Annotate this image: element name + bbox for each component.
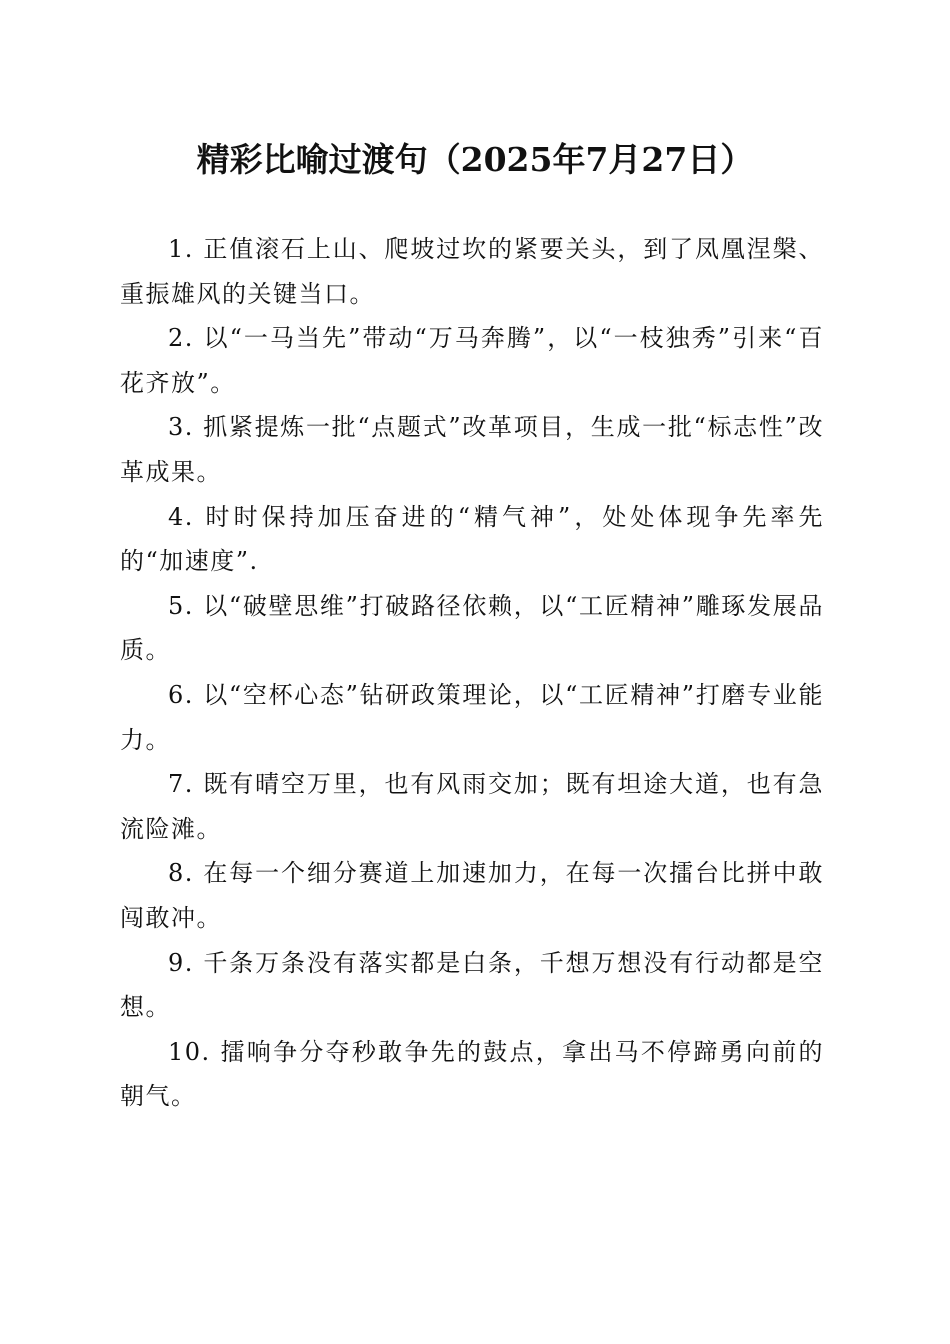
list-item-1: 1. 正值滚石上山、爬坡过坎的紧要关头，到了凤凰涅槃、重振雄风的关键当口。: [120, 235, 824, 308]
list-item-3: 3. 抓紧提炼一批“点题式”改革项目，生成一批“标志性”改革成果。: [120, 413, 824, 486]
document-title: 精彩比喻过渡句（2025年7月27日）: [196, 140, 754, 179]
list-item-10: 10. 擂响争分夺秒敢争先的鼓点，拿出马不停蹄勇向前的朝气。: [120, 1037, 824, 1111]
list-item-7: 7. 既有晴空万里，也有风雨交加；既有坦途大道，也有急流险滩。: [120, 770, 824, 843]
list-item-4: 4. 时时保持加压奋进的“精气神”，处处体现争先率先的“加速度”.: [120, 502, 824, 576]
list-item-2: 2. 以“一马当先”带动“万马奔腾”，以“一枝独秀”引来“百花齐放”。: [120, 324, 824, 397]
list-item-5: 5. 以“破壁思维”打破路径依赖，以“工匠精神”雕琢发展品质。: [120, 591, 824, 665]
list-item-8: 8. 在每一个细分赛道上加速加力，在每一次擂台比拼中敢闯敢冲。: [120, 859, 824, 932]
document-body: [120, 227, 824, 1119]
list-item-6: 6. 以“空杯心态”钻研政策理论，以“工匠精神”打磨专业能力。: [120, 680, 824, 754]
list-item-9: 9. 千条万条没有落实都是白条，千想万想没有行动都是空想。: [120, 948, 824, 1022]
